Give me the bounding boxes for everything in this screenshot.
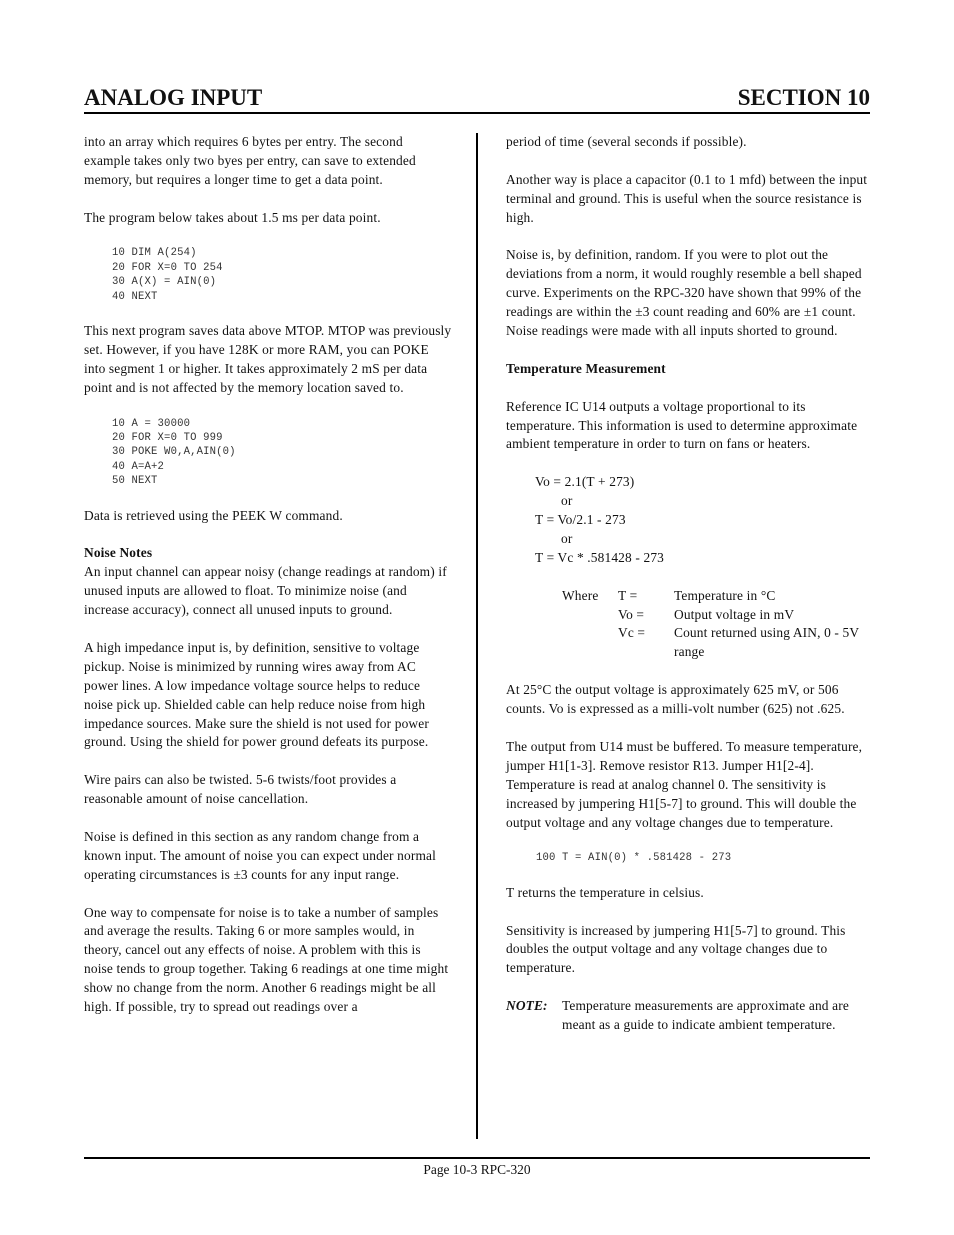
code-line: 20 FOR X=0 TO 254 xyxy=(112,261,223,274)
paragraph: The output from U14 must be buffered. To measure temperature, jumper H1[1-3]. Remove resistor R13. Jumper H1[2-4]. Temperature is read at analog channel 0. The sensitivity is increased by jumpering H1[5-7] to ground. This will double the output voltage and any voltage changes due to temperature. xyxy=(506,738,863,830)
where-symbol: Vc = xyxy=(618,625,646,641)
code-line: 30 A(X) = AIN(0) xyxy=(112,276,217,289)
paragraph: Wire pairs can also be twisted. 5-6 twists/foot provides a reasonable amount of noise cancellation. xyxy=(84,772,397,807)
paragraph: period of time (several seconds if possible). xyxy=(506,134,747,149)
paragraph: An input channel can appear noisy (change readings at random) if unused inputs are allowed to float. To minimize noise (and increase accuracy), connect all unused inputs to ground. xyxy=(84,564,447,618)
noise-notes-heading: Noise Notes xyxy=(84,545,153,561)
paragraph: Sensitivity is increased by jumpering H1[5-7] to ground. This doubles the output voltage and any voltage changes due to temperature. xyxy=(506,922,846,976)
code-block-1 xyxy=(112,246,452,304)
left-column xyxy=(84,133,452,1036)
footer-rule xyxy=(84,1157,870,1159)
code-line: 10 A = 30000 xyxy=(112,417,191,430)
equation: T = Vc * .581428 - 273 xyxy=(535,549,665,565)
code-block-2 xyxy=(112,417,452,489)
paragraph: Data is retrieved using the PEEK W command. xyxy=(84,507,343,523)
header-rule xyxy=(84,112,870,114)
column-divider xyxy=(476,133,478,1139)
right-column xyxy=(506,133,870,1035)
where-symbol: Vo = xyxy=(618,606,645,622)
paragraph: Reference IC U14 outputs a voltage proportional to its temperature. This information is used to determine approximate ambient temperature in order to turn on fans or heaters. xyxy=(506,398,858,452)
code-line: 100 T = AIN(0) * .581428 - 273 xyxy=(536,852,732,865)
where-description: Output voltage in mV xyxy=(674,606,795,622)
code-line: 50 NEXT xyxy=(112,475,158,488)
note-text: Temperature measurements are approximate and are meant as a guide to indicate ambient temperature. xyxy=(562,998,849,1033)
section-number: SECTION 10 xyxy=(737,85,870,110)
code-line: 30 POKE W0,A,AIN(0) xyxy=(112,446,236,459)
paragraph: One way to compensate for noise is to take a number of samples and average the results. Taking 6 or more samples would, in theory, cancel out any effects of noise. A problem with this is noise tends to group together. Taking 6 readings at one time might show no change from the norm. Another 6 readings might be all high. If possible, try to spread out readings over a xyxy=(84,904,449,1015)
section-title: ANALOG INPUT xyxy=(84,85,263,110)
where-description: Count returned using AIN, 0 - 5V range xyxy=(674,625,859,660)
where-label: Where xyxy=(562,587,599,603)
paragraph: Noise is defined in this section as any random change from a known input. The amount of noise you can expect under normal operating circumstances is ±3 counts for any input range. xyxy=(84,828,436,882)
note xyxy=(506,997,870,1035)
equation-or: or xyxy=(561,530,573,546)
where-description: Temperature in °C xyxy=(674,587,776,603)
where-definitions xyxy=(562,587,870,663)
where-symbol: T = xyxy=(618,587,638,603)
equation: T = Vo/2.1 - 273 xyxy=(535,512,626,528)
code-line: 40 NEXT xyxy=(112,290,158,303)
paragraph: At 25°C the output voltage is approximately 625 mV, or 506 counts. Vo is expressed as a milli-volt number (625) not .625. xyxy=(506,682,845,717)
paragraph: into an array which requires 6 bytes per entry. The second example takes only two byes per entry, can save to extended memory, but requires a longer time to get a data point. xyxy=(84,134,416,187)
code-line: 40 A=A+2 xyxy=(112,460,165,473)
paragraph: This next program saves data above MTOP. MTOP was previously set. However, if you have 128K or more RAM, you can POKE into segment 1 or higher. It takes approximately 2 mS per data point and is not affected by the memory location saved to. xyxy=(84,323,452,395)
temperature-heading: Temperature Measurement xyxy=(506,360,666,376)
equation: Vo = 2.1(T + 273) xyxy=(535,474,635,490)
paragraph: T returns the temperature in celsius. xyxy=(506,884,704,900)
code-line: 10 DIM A(254) xyxy=(112,247,197,260)
page-footer: Page 10-3 RPC-320 xyxy=(423,1162,531,1177)
equation-or: or xyxy=(561,493,573,509)
paragraph: A high impedance input is, by definition, sensitive to voltage pickup. Noise is minimized by running wires away from AC power lines. A low impedance voltage source helps to reduce noise pick up. Shielded cable can help reduce noise from high impedance sources. Make sure the shield is not used for power ground. Using the shield for power ground defeats its purpose. xyxy=(84,639,429,750)
code-line: 20 FOR X=0 TO 999 xyxy=(112,431,223,444)
note-label: NOTE: xyxy=(506,998,548,1014)
paragraph: Noise is, by definition, random. If you were to plot out the deviations from a norm, it would roughly resemble a bell shaped curve. Experiments on the RPC-320 have shown that 99% of the readings are within the ±3 count reading and 60% are ±1 count. Noise readings were made with all inputs shorted to ground. xyxy=(506,247,862,339)
paragraph: The program below takes about 1.5 ms per data point. xyxy=(84,209,381,225)
paragraph: Another way is place a capacitor (0.1 to 1 mfd) between the input terminal and ground. This is useful when the source resistance is high. xyxy=(506,171,868,225)
